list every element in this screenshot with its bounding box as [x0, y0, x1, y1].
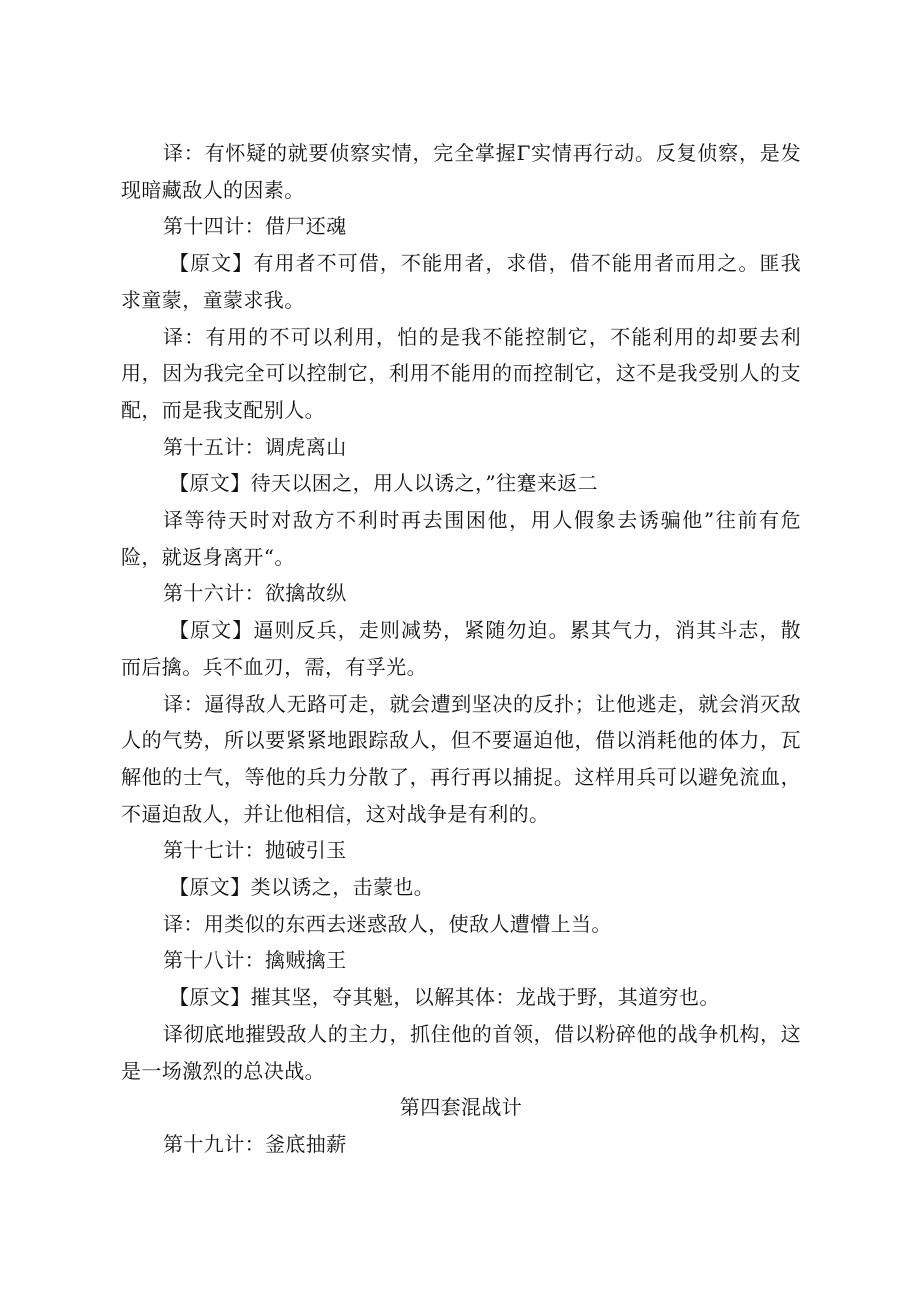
section-title: 第四套混战计 [399, 1095, 523, 1120]
paragraph-translation: 译等待天时对敌方不利时再去围困他，用人假象去诱骗他”往前有危险，就返身离开“。 [121, 508, 801, 569]
stratagem-heading: 第十四计：借尸还魂 [163, 214, 347, 239]
paragraph-original-text: 【原文】待天以困之，用人以诱之，”往蹇来返二 [169, 471, 599, 496]
document-body [121, 135, 801, 1163]
stratagem-heading: 第十六计：欲擒故纵 [163, 581, 347, 606]
stratagem-heading: 第十五计：调虎离山 [163, 434, 347, 459]
stratagem-heading: 第十八计：擒贼擒王 [163, 948, 347, 973]
stratagem-heading: 第十九计：釜底抽薪 [163, 1131, 347, 1156]
paragraph-translation: 译彻底地摧毁敌人的主力，抓住他的首领，借以粉碎他的战争机构，这是一场激烈的总决战。 [121, 1021, 801, 1083]
paragraph-translation: 译：用类似的东西去迷惑敌人，使敌人遭懵上当。 [163, 911, 612, 936]
paragraph-original-text: 【原文】类以诱之，击蒙也。 [169, 875, 435, 900]
paragraph-translation: 译：有用的不可以利用，怕的是我不能控制它，不能利用的却要去利用，因为我完全可以控制它，利用不能用的而控制它，这不是我受别人的支配，而是我支配别人。 [121, 324, 801, 422]
paragraph-original-text: 【原文】逼则反兵，走则减势，紧随勿迫。累其气力，消其斗志，散而后擒。兵不血刃，需，有孚光。 [121, 618, 801, 679]
paragraph-original-text: 【原文】摧其坚，夺其魁，以解其体：龙战于野，其道穷也。 [169, 985, 720, 1010]
paragraph-translation: 译：有怀疑的就要侦察实情，完全掌握Γ实情再行动。反复侦察，是发现暗藏敌人的因素。 [121, 141, 801, 202]
stratagem-heading: 第十七计：抛破引玉 [163, 838, 347, 863]
paragraph-translation: 译：逼得敌人无路可走，就会遭到坚决的反扑；让他逃走，就会消灭敌人的气势，所以要紧紧地跟踪敌人，但不要逼迫他，借以消耗他的体力，瓦解他的士气，等他的兵力分散了，再行再以捕捉。这样用兵可以避免流血，不逼迫敌人，并让他相信，这对战争是有利的。 [121, 691, 801, 826]
paragraph-original-text: 【原文】有用者不可借，不能用者，求借，借不能用者而用之。匪我求童蒙，童蒙求我。 [121, 251, 801, 312]
